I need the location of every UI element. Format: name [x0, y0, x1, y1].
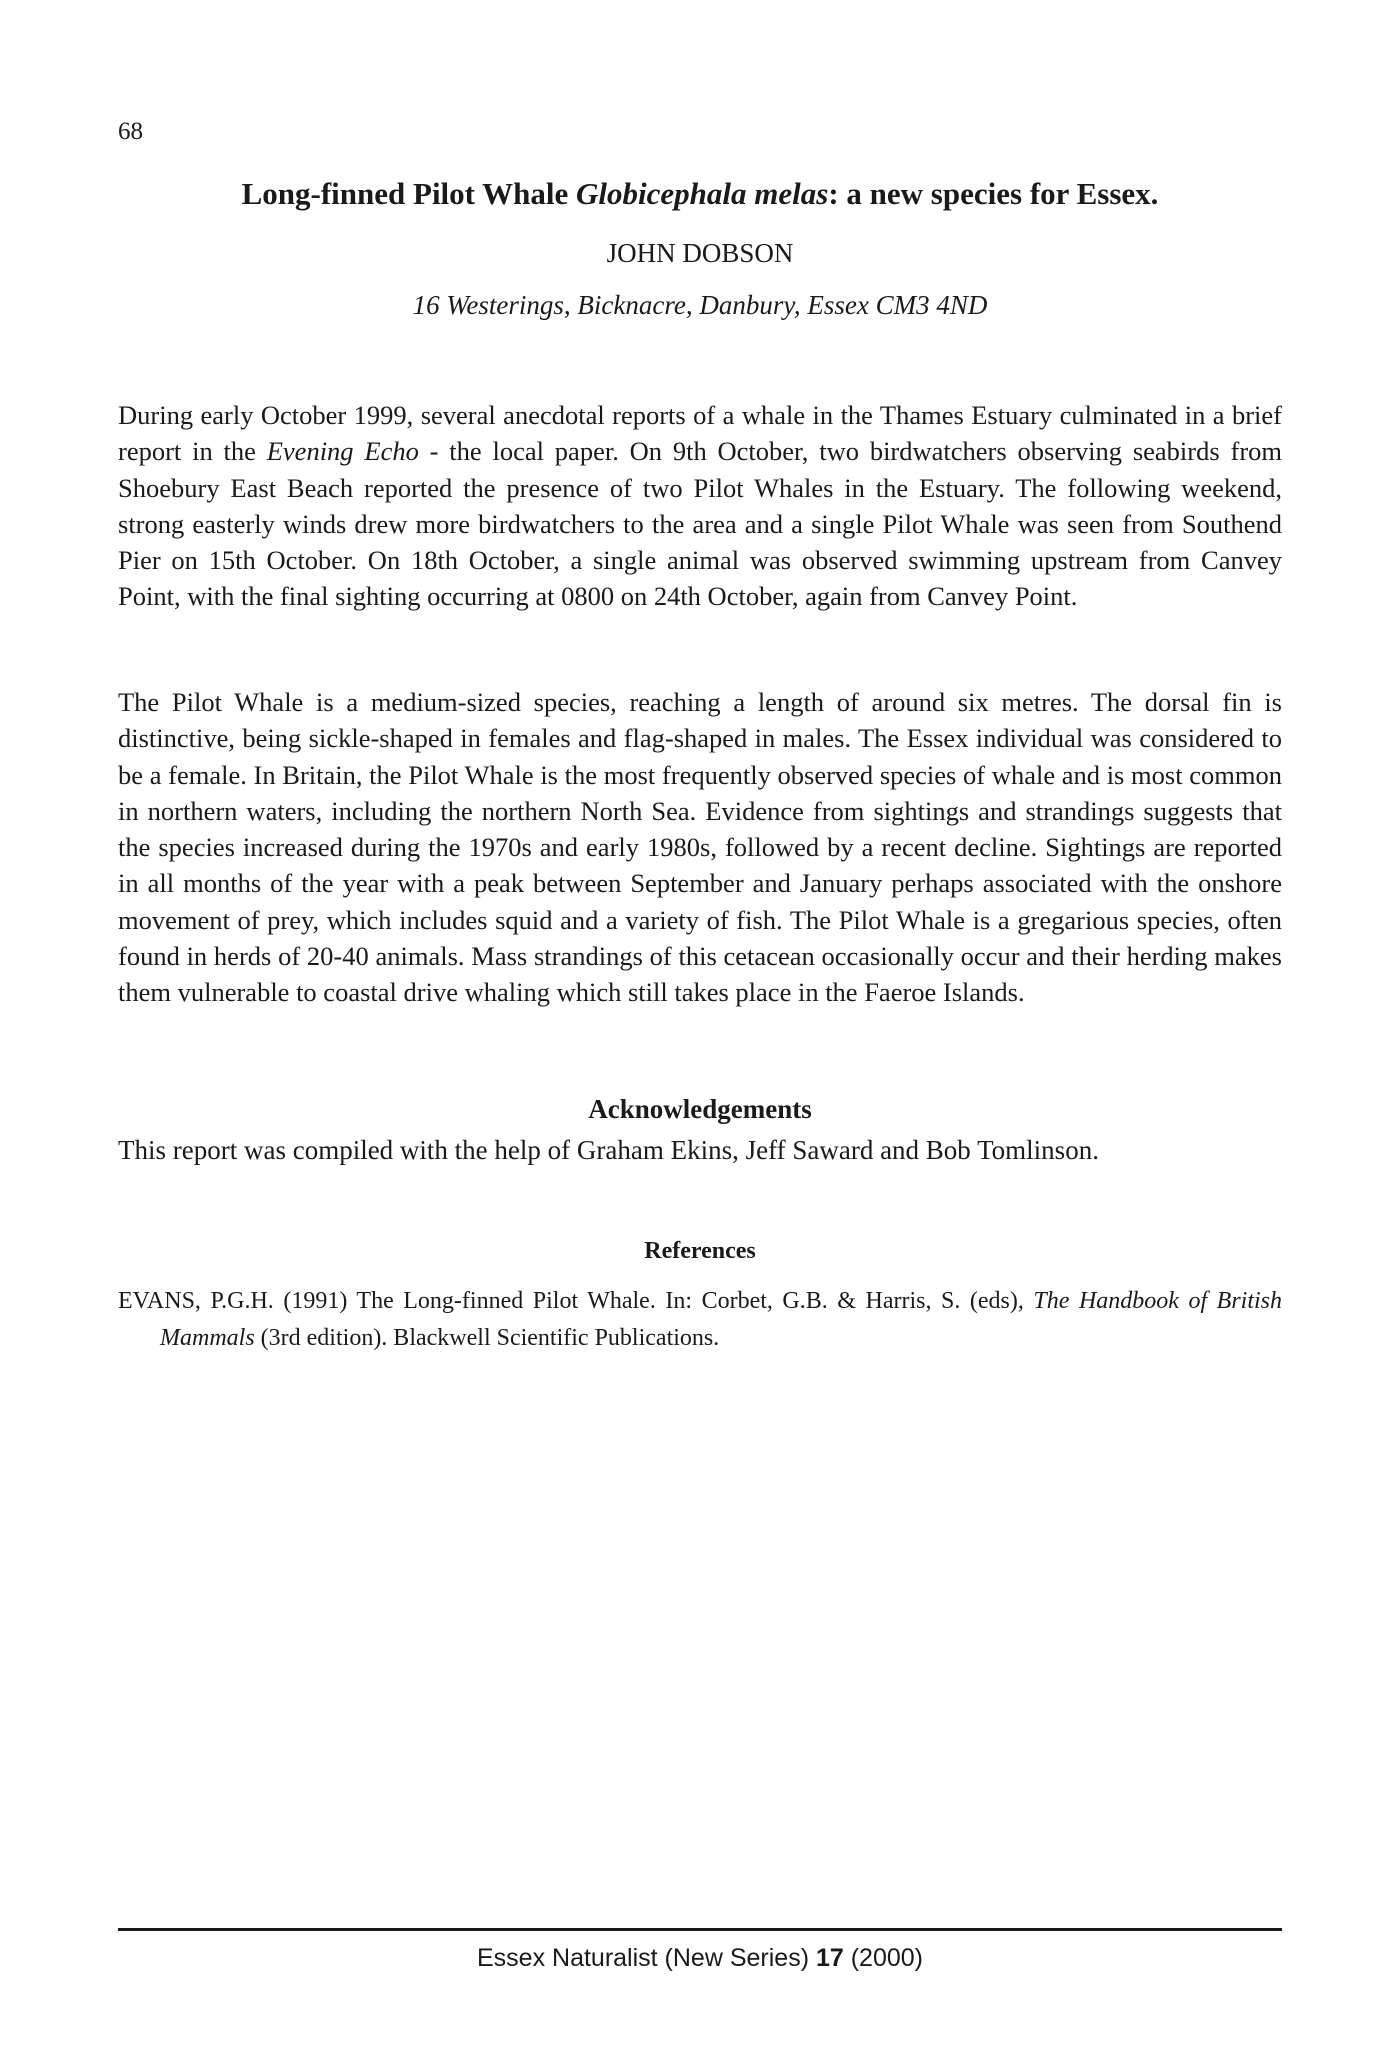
reference-text-a: EVANS, P.G.H. (1991) The Long-finned Pilot Whale. In: Corbet, G.B. & Harris, S. (eds), [118, 1288, 1034, 1314]
body-paragraph-1 [118, 397, 1282, 615]
newspaper-name: Evening Echo [266, 436, 419, 467]
references-heading: References [644, 1238, 756, 1264]
author-name: JOHN DOBSON [606, 238, 794, 268]
acknowledgements-text: This report was compiled with the help of Graham Ekins, Jeff Saward and Bob Tomlinson. [118, 1135, 1099, 1165]
author-address: 16 Westerings, Bicknacre, Danbury, Essex CM3 4ND [412, 290, 988, 320]
article-title [118, 176, 1282, 212]
title-part-2: : a new species for Essex. [828, 176, 1159, 211]
page-number: 68 [118, 118, 143, 145]
acknowledgements-heading: Acknowledgements [588, 1094, 812, 1124]
footer-volume: 17 [815, 1944, 844, 1972]
paragraph-1-text-b: - the local paper. On 9th October, two birdwatchers observing seabirds from Shoebury East Beach reported the presence of two Pilot Whales in the Estuary. The following weekend, strong easterly winds drew more birdwatchers to the area and a single Pilot Whale was seen from Southend Pier on 15th October. On 18th October, a single animal was observed swimming upstream from Canvey Point, with the final sighting occurring at 0800 on 24th October, again from Canvey Point. [118, 436, 1283, 612]
title-part-1: Long-finned Pilot Whale [241, 176, 577, 211]
journal-footer [118, 1944, 1282, 1973]
paragraph-1-text-a: During early October 1999, several anecdotal reports of a whale in the Thames Estuary culminated in a brief report in the [118, 400, 1282, 467]
reference-book-title: The Handbook of British Mammals [160, 1288, 1283, 1351]
footer-divider [118, 1928, 1282, 1931]
footer-journal-name: Essex Naturalist (New Series) [476, 1944, 816, 1972]
title-species-name: Globicephala melas [576, 176, 829, 211]
reference-entry [118, 1283, 1282, 1357]
reference-text-b: (3rd edition). Blackwell Scientific Publications. [254, 1325, 720, 1351]
body-paragraph-2: The Pilot Whale is a medium-sized species, reaching a length of around six metres. The dorsal fin is distinctive, being sickle-shaped in females and flag-shaped in males. The Essex individual was considered to be a female. In Britain, the Pilot Whale is the most frequently observed species of whale and is most common in northern waters, including the northern North Sea. Evidence from sightings and strandings suggests that the species increased during the 1970s and early 1980s, followed by a recent decline. Sightings are reported in all months of the year with a peak between September and January perhaps associated with the onshore movement of prey, which includes squid and a variety of fish. The Pilot Whale is a gregarious species, often found in herds of 20-40 animals. Mass strandings of this cetacean occasionally occur and their herding makes them vulnerable to coastal drive whaling which still takes place in the Faeroe Islands. [118, 687, 1282, 1008]
footer-year: (2000) [843, 1944, 923, 1972]
